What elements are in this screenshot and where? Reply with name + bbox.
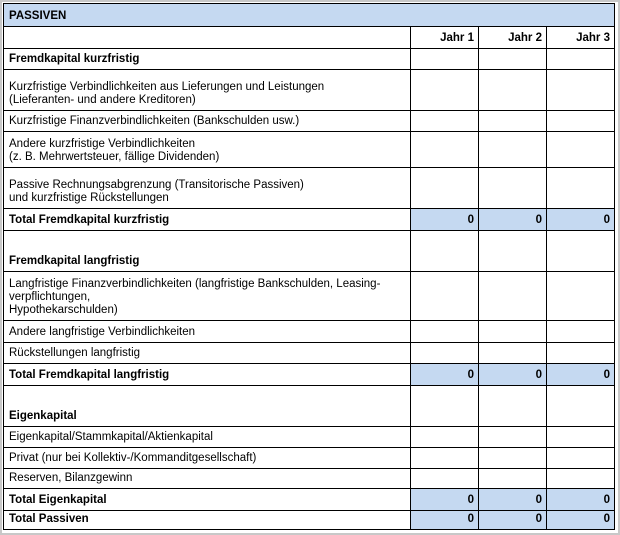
table-row [4,168,615,209]
header-row [4,27,615,49]
row-label[interactable]: Andere kurzfristige Verbindlichkeiten (z. B. Mehrwertsteuer, fällige Dividenden) [4,132,411,168]
value-cell-jahr-1[interactable] [411,111,479,132]
value-cell-jahr-2[interactable] [479,386,547,427]
value-cell-jahr-2[interactable] [479,70,547,111]
value-cell-jahr-3[interactable] [547,272,615,321]
value-cell-jahr-2[interactable] [479,321,547,343]
value-cell-jahr-2[interactable] [479,469,547,489]
value-cell-jahr-3[interactable] [547,427,615,448]
row-label[interactable]: Total Fremdkapital kurzfristig [4,209,411,231]
value-cell-jahr-1[interactable] [411,132,479,168]
value-cell-jahr-1[interactable] [411,427,479,448]
total-row [4,364,615,386]
total-row [4,511,615,530]
passiven-table [3,3,615,530]
table-row [4,70,615,111]
value-cell-jahr-1[interactable] [411,321,479,343]
value-cell-jahr-3[interactable] [547,132,615,168]
row-label[interactable]: Privat (nur bei Kollektiv-/Kommanditgesellschaft) [4,448,411,469]
value-cell-jahr-3[interactable] [547,448,615,469]
row-label[interactable]: Total Passiven [4,511,411,530]
section-row [4,231,615,272]
table-row [4,111,615,132]
row-label[interactable]: Rückstellungen langfristig [4,343,411,364]
table-row [4,469,615,489]
value-cell-jahr-2[interactable] [479,231,547,272]
value-cell-jahr-2[interactable] [479,168,547,209]
value-cell-jahr-2[interactable] [479,111,547,132]
table-row [4,448,615,469]
table-row [4,427,615,448]
value-cell-jahr-2[interactable] [479,49,547,70]
value-cell-jahr-3[interactable] [547,168,615,209]
row-label[interactable]: Eigenkapital/Stammkapital/Aktienkapital [4,427,411,448]
section-row [4,386,615,427]
title-row [4,4,615,27]
value-cell-jahr-1[interactable] [411,469,479,489]
value-cell-jahr-1[interactable]: 0 [411,511,479,530]
value-cell-jahr-2[interactable] [479,272,547,321]
row-label[interactable]: Passive Rechnungsabgrenzung (Transitorische Passiven) und kurzfristige Rückstellungen [4,168,411,209]
value-cell-jahr-3[interactable] [547,343,615,364]
value-cell-jahr-1[interactable]: 0 [411,364,479,386]
value-cell-jahr-2[interactable]: 0 [479,364,547,386]
value-cell-jahr-1[interactable] [411,272,479,321]
value-cell-jahr-1[interactable] [411,386,479,427]
table-row [4,132,615,168]
value-cell-jahr-3[interactable]: 0 [547,364,615,386]
value-cell-jahr-2[interactable]: 0 [479,489,547,511]
value-cell-jahr-1[interactable]: 0 [411,489,479,511]
value-cell-jahr-2[interactable] [479,132,547,168]
value-cell-jahr-1[interactable]: 0 [411,209,479,231]
row-label[interactable]: Fremdkapital kurzfristig [4,49,411,70]
value-cell-jahr-3[interactable] [547,111,615,132]
total-row [4,489,615,511]
value-cell-jahr-3[interactable] [547,321,615,343]
row-label[interactable]: Reserven, Bilanzgewinn [4,469,411,489]
value-cell-jahr-2[interactable] [479,448,547,469]
value-cell-jahr-1[interactable] [411,70,479,111]
row-label[interactable]: Total Fremdkapital langfristig [4,364,411,386]
row-label[interactable]: Fremdkapital langfristig [4,231,411,272]
section-row [4,49,615,70]
header-label-cell[interactable] [4,27,411,49]
row-label[interactable]: Kurzfristige Finanzverbindlichkeiten (Bankschulden usw.) [4,111,411,132]
value-cell-jahr-1[interactable] [411,343,479,364]
value-cell-jahr-2[interactable]: 0 [479,209,547,231]
table-row [4,272,615,321]
column-header-jahr-1[interactable]: Jahr 1 [411,27,479,49]
value-cell-jahr-1[interactable] [411,448,479,469]
value-cell-jahr-1[interactable] [411,168,479,209]
value-cell-jahr-3[interactable]: 0 [547,511,615,530]
row-label[interactable]: Eigenkapital [4,386,411,427]
table-title: PASSIVEN [4,4,615,27]
row-label[interactable]: Total Eigenkapital [4,489,411,511]
column-header-jahr-2[interactable]: Jahr 2 [479,27,547,49]
value-cell-jahr-3[interactable] [547,386,615,427]
value-cell-jahr-3[interactable]: 0 [547,209,615,231]
value-cell-jahr-2[interactable] [479,427,547,448]
total-row [4,209,615,231]
table-row [4,343,615,364]
table-row [4,321,615,343]
value-cell-jahr-3[interactable] [547,70,615,111]
value-cell-jahr-1[interactable] [411,231,479,272]
row-label[interactable]: Kurzfristige Verbindlichkeiten aus Lieferungen und Leistungen (Lieferanten- und andere Kreditoren) [4,70,411,111]
row-label[interactable]: Andere langfristige Verbindlichkeiten [4,321,411,343]
value-cell-jahr-2[interactable]: 0 [479,511,547,530]
value-cell-jahr-3[interactable] [547,49,615,70]
value-cell-jahr-3[interactable] [547,469,615,489]
value-cell-jahr-3[interactable]: 0 [547,489,615,511]
value-cell-jahr-3[interactable] [547,231,615,272]
value-cell-jahr-2[interactable] [479,343,547,364]
value-cell-jahr-1[interactable] [411,49,479,70]
row-label[interactable]: Langfristige Finanzverbindlichkeiten (langfristige Bankschulden, Leasing- verpflichtungen, Hypothekarschulden) [4,272,411,321]
column-header-jahr-3[interactable]: Jahr 3 [547,27,615,49]
